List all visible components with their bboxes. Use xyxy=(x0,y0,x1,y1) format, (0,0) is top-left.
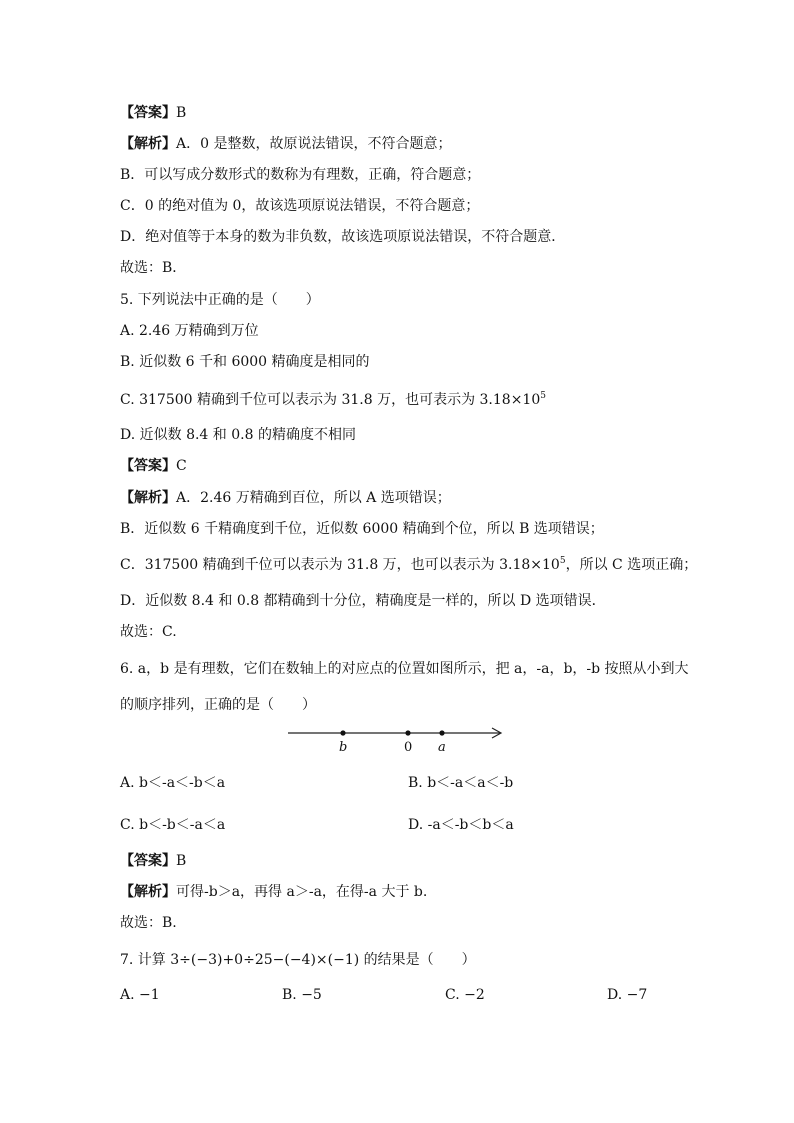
q4-analysis-b: B．可以写成分数形式的数称为有理数，正确，符合题意； xyxy=(120,167,481,183)
option-c-text: C. 317500 精确到千位可以表示为 31.8 万，也可表示为 3.18×10 xyxy=(120,392,541,408)
answer-value: C xyxy=(176,458,187,474)
q5-option-b: B. 近似数 6 千和 6000 精确度是相同的 xyxy=(120,354,370,370)
q5-analysis-a xyxy=(120,489,451,507)
analysis-text: 可得-b＞a，再得 a＞-a，在得-a 大于 b. xyxy=(176,884,428,900)
q6-stem-line2: 的顺序排列，正确的是（ ） xyxy=(120,697,316,713)
analysis-label: 【解析】 xyxy=(120,884,176,900)
q6-conclusion: 故选：B. xyxy=(120,915,177,931)
q5-conclusion: 故选：C. xyxy=(120,624,177,640)
analysis-label: 【解析】 xyxy=(120,490,176,506)
answer-value: B xyxy=(176,853,187,869)
point-zero xyxy=(405,730,410,735)
q6-analysis xyxy=(120,883,427,901)
q4-answer xyxy=(120,104,186,122)
answer-label: 【答案】 xyxy=(120,105,176,121)
analysis-c-exponent: 5 xyxy=(559,556,566,566)
q6-answer xyxy=(120,852,186,870)
q6-stem-line1: 6. a，b 是有理数，它们在数轴上的对应点的位置如图所示，把 a，-a，b，-b 按照从小到大 xyxy=(120,661,689,677)
analysis-c-tail: ，所以 C 选项正确； xyxy=(565,557,698,573)
q7-option-b: B. −5 xyxy=(282,987,322,1003)
q4-analysis-d: D．绝对值等于本身的数为非负数，故该选项原说法错误，不符合题意． xyxy=(120,229,566,245)
option-c-exponent: 5 xyxy=(540,391,546,401)
q7-option-c: C. −2 xyxy=(445,987,485,1003)
q4-analysis-c: C．0 的绝对值为 0，故该选项原说法错误，不符合题意； xyxy=(120,198,480,214)
q6-option-a: A. b＜-a＜-b＜a xyxy=(120,775,226,791)
label-b: b xyxy=(339,740,348,755)
point-a xyxy=(439,730,444,735)
label-zero: 0 xyxy=(404,740,413,755)
label-a: a xyxy=(438,740,446,755)
answer-label: 【答案】 xyxy=(120,853,176,869)
q5-stem: 5. 下列说法中正确的是（ ） xyxy=(120,292,320,308)
q4-conclusion: 故选：B． xyxy=(120,260,187,276)
q6-option-c: C. b＜-b＜-a＜a xyxy=(120,817,226,833)
q5-answer xyxy=(120,457,187,475)
analysis-text: A．0 是整数，故原说法错误，不符合题意； xyxy=(176,136,452,152)
answer-value: B xyxy=(176,105,187,121)
q7-option-d: D. −7 xyxy=(607,987,648,1003)
q5-analysis-b: B．近似数 6 千精确度到千位，近似数 6000 精确到个位，所以 B 选项错误； xyxy=(120,521,604,537)
q5-analysis-c xyxy=(120,556,697,574)
point-b xyxy=(340,730,345,735)
q4-analysis-a xyxy=(120,135,451,153)
q6-option-b: B. b＜-a＜a＜-b xyxy=(408,775,514,791)
q5-option-d: D. 近似数 8.4 和 0.8 的精确度不相同 xyxy=(120,427,356,443)
analysis-label: 【解析】 xyxy=(120,136,176,152)
number-line-figure xyxy=(286,722,510,756)
q5-analysis-d: D．近似数 8.4 和 0.8 都精确到十分位，精确度是一样的，所以 D 选项错误． xyxy=(120,593,606,609)
q6-option-d: D. -a＜-b＜b＜a xyxy=(408,817,514,833)
q7-stem: 7. 计算 3÷(−3)+0÷25−(−4)×(−1) 的结果是（ ） xyxy=(120,952,476,968)
q7-option-a: A. −1 xyxy=(120,987,160,1003)
analysis-c-text: C．317500 精确到千位可以表示为 31.8 万，也可以表示为 3.18×10 xyxy=(120,557,560,573)
q5-option-a: A. 2.46 万精确到万位 xyxy=(120,323,259,339)
answer-label: 【答案】 xyxy=(120,458,176,474)
q5-option-c xyxy=(120,391,546,409)
analysis-text: A．2.46 万精确到百位，所以 A 选项错误； xyxy=(176,490,451,506)
